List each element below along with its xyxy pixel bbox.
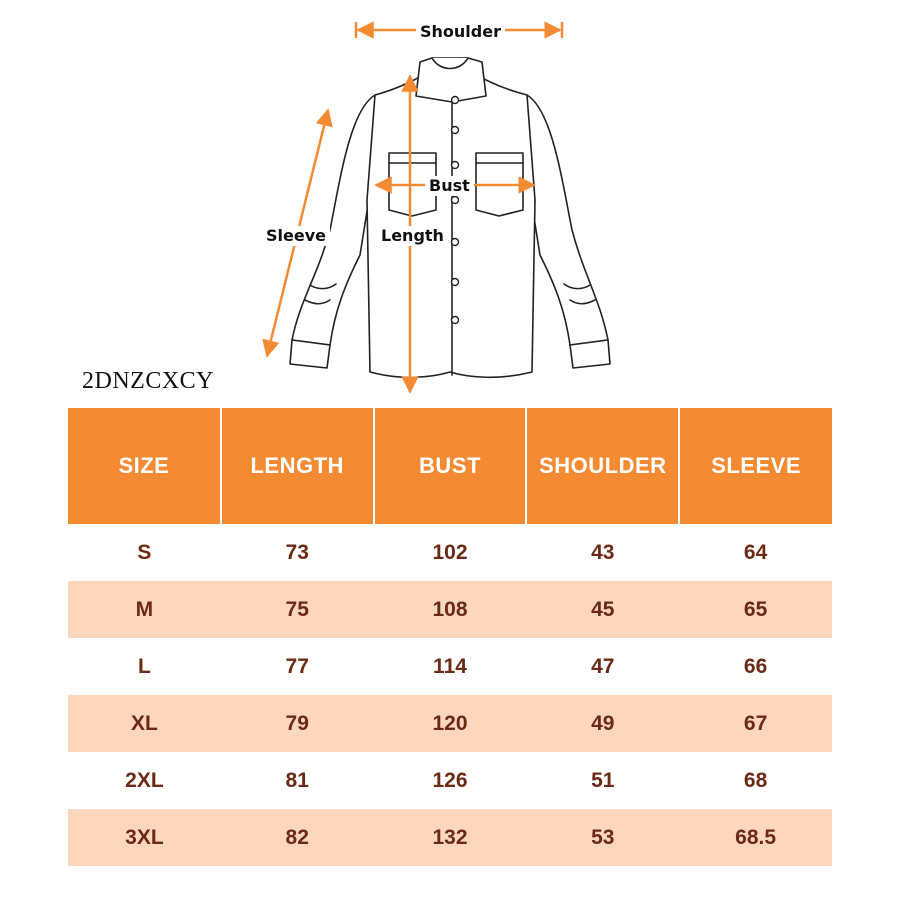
shoulder-cell: 45 xyxy=(526,581,679,638)
shoulder-label: Shoulder xyxy=(416,22,505,42)
header-bust: BUST xyxy=(374,408,527,524)
table-header-row xyxy=(68,408,832,524)
length-cell: 75 xyxy=(221,581,374,638)
size-cell: L xyxy=(68,638,221,695)
header-length: LENGTH xyxy=(221,408,374,524)
sleeve-cell: 67 xyxy=(679,695,832,752)
size-cell: 2XL xyxy=(68,752,221,809)
size-cell: M xyxy=(68,581,221,638)
table-row xyxy=(68,695,832,752)
sleeve-label: Sleeve xyxy=(262,226,330,246)
shoulder-cell: 43 xyxy=(526,524,679,581)
size-cell: XL xyxy=(68,695,221,752)
table-row xyxy=(68,638,832,695)
brand-name: 2DNZCXCY xyxy=(82,368,215,394)
bust-cell: 102 xyxy=(374,524,527,581)
bust-cell: 132 xyxy=(374,809,527,866)
length-cell: 82 xyxy=(221,809,374,866)
bust-cell: 126 xyxy=(374,752,527,809)
sleeve-cell: 68.5 xyxy=(679,809,832,866)
size-cell: S xyxy=(68,524,221,581)
shoulder-cell: 49 xyxy=(526,695,679,752)
length-cell: 73 xyxy=(221,524,374,581)
size-chart-table xyxy=(68,408,832,866)
shirt-illustration xyxy=(0,0,900,400)
table-row xyxy=(68,752,832,809)
header-sleeve: SLEEVE xyxy=(679,408,832,524)
length-label: Length xyxy=(377,226,448,246)
header-size: SIZE xyxy=(68,408,221,524)
shoulder-cell: 47 xyxy=(526,638,679,695)
shoulder-cell: 51 xyxy=(526,752,679,809)
length-cell: 81 xyxy=(221,752,374,809)
length-cell: 77 xyxy=(221,638,374,695)
shirt-measurement-diagram xyxy=(0,0,900,400)
size-cell: 3XL xyxy=(68,809,221,866)
bust-cell: 114 xyxy=(374,638,527,695)
header-shoulder: SHOULDER xyxy=(526,408,679,524)
table-row xyxy=(68,809,832,866)
bust-cell: 120 xyxy=(374,695,527,752)
length-cell: 79 xyxy=(221,695,374,752)
sleeve-cell: 68 xyxy=(679,752,832,809)
table-row xyxy=(68,524,832,581)
bust-label: Bust xyxy=(425,176,474,196)
table-row xyxy=(68,581,832,638)
shoulder-cell: 53 xyxy=(526,809,679,866)
sleeve-cell: 64 xyxy=(679,524,832,581)
sleeve-cell: 65 xyxy=(679,581,832,638)
bust-cell: 108 xyxy=(374,581,527,638)
sleeve-cell: 66 xyxy=(679,638,832,695)
